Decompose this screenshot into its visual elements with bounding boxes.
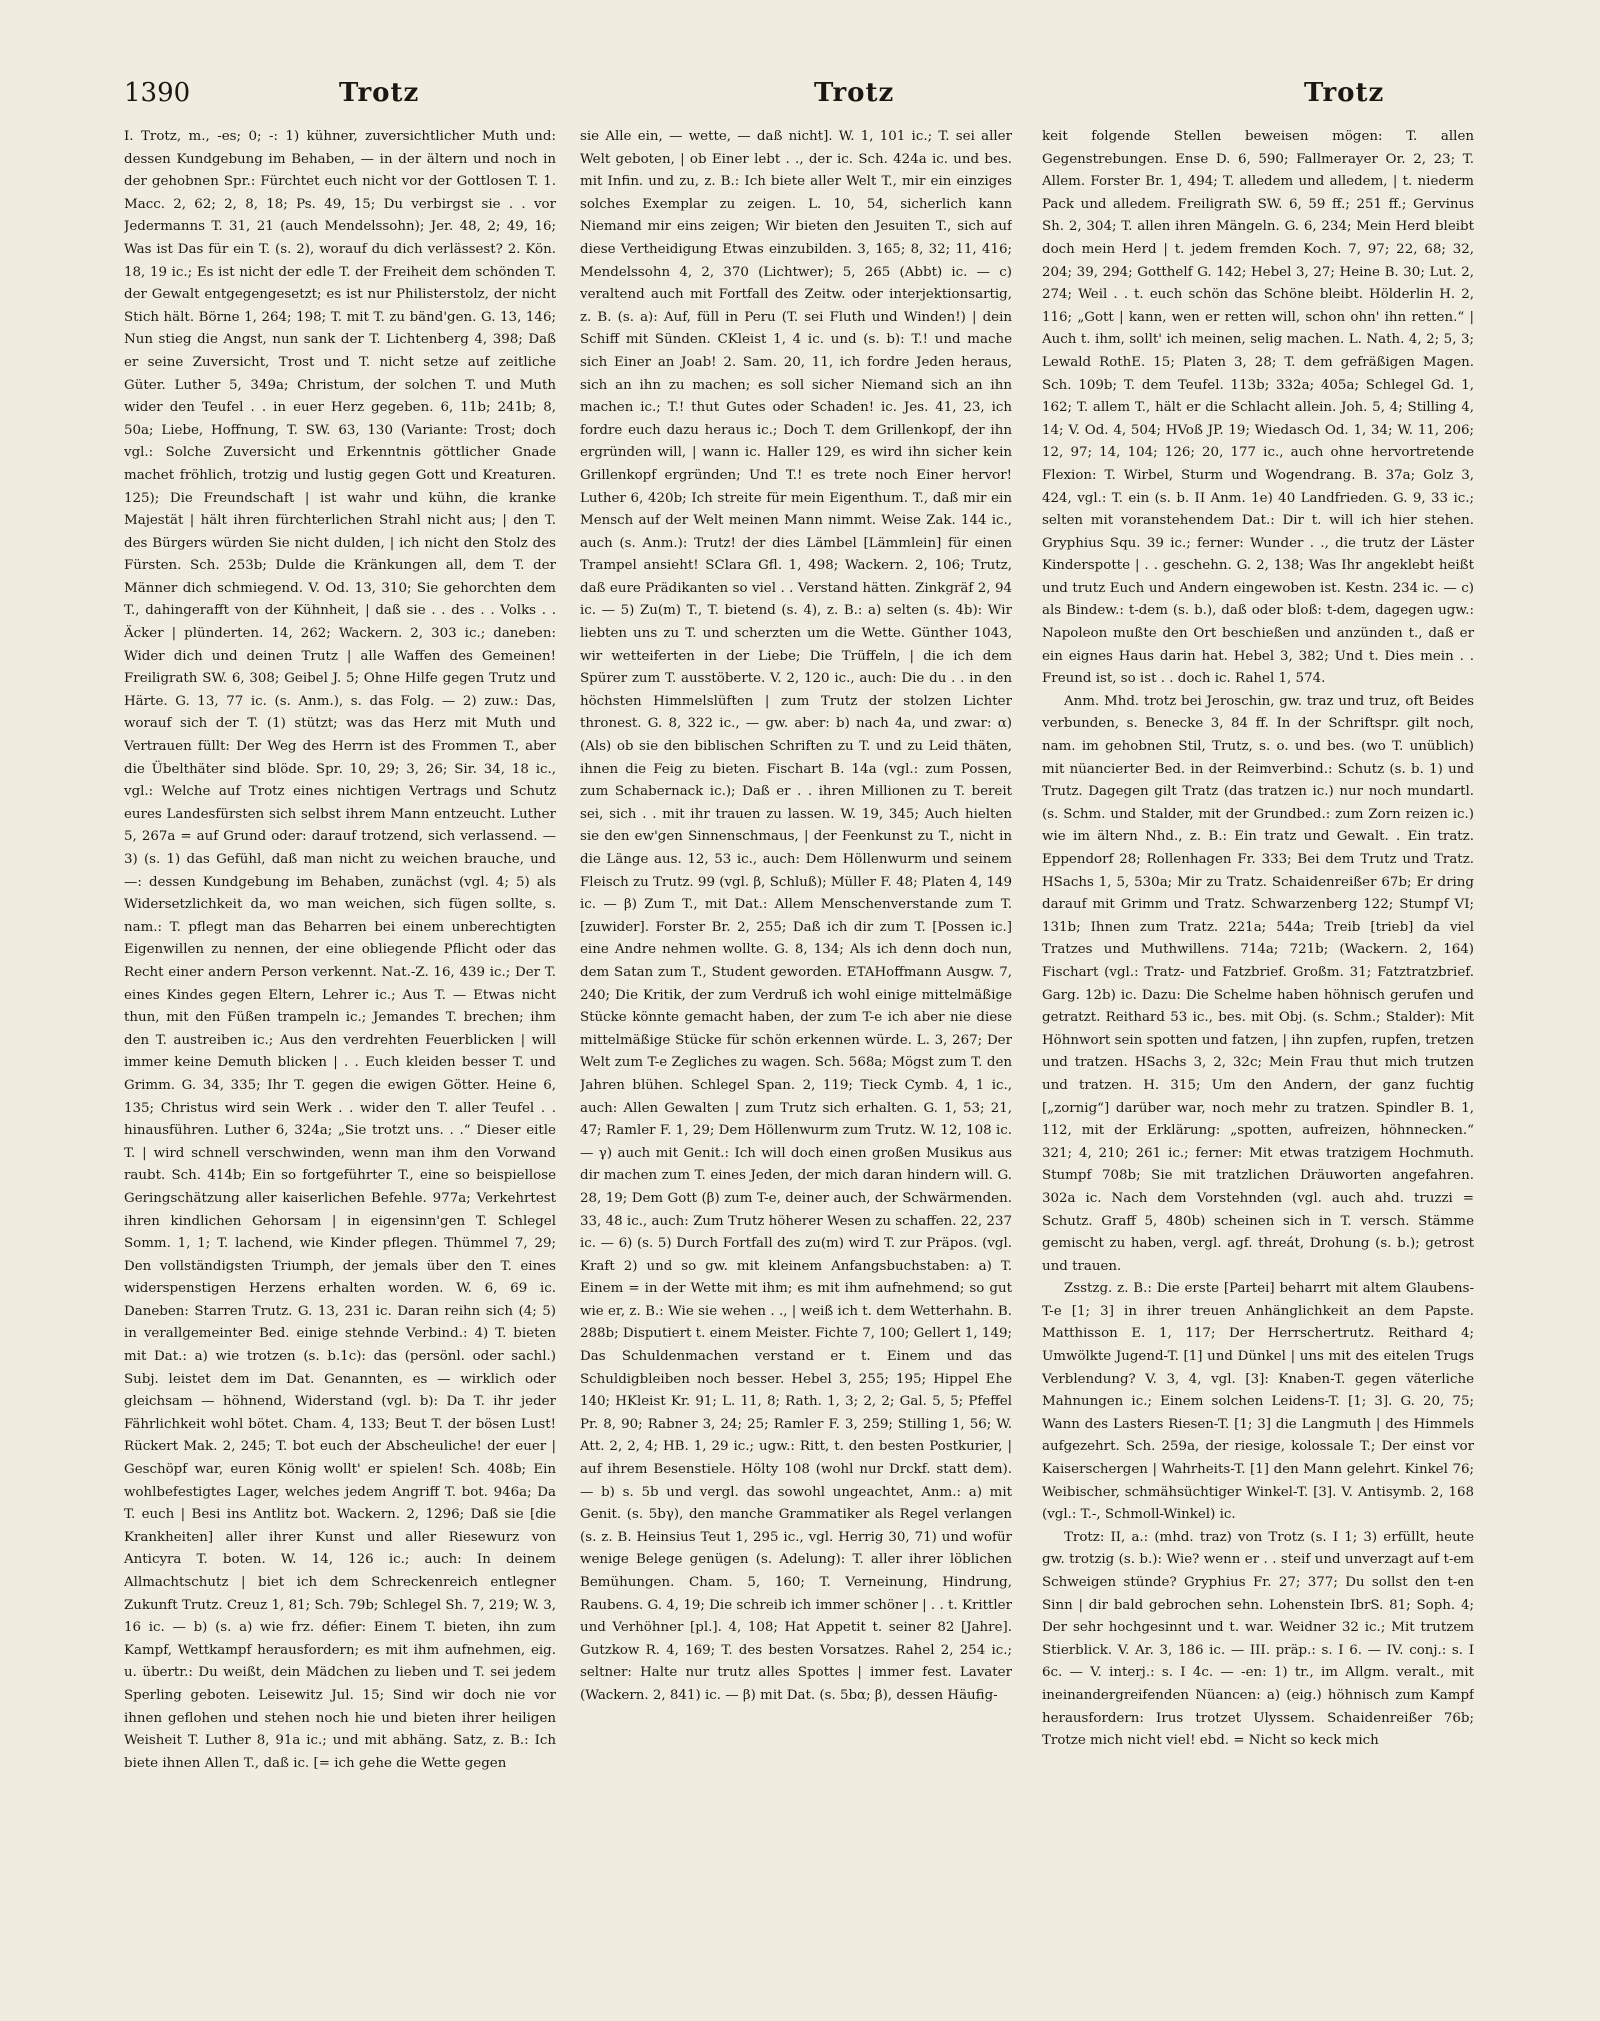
running-head-left: Trotz [339,78,420,108]
note-paragraph: Anm. Mhd. trotz bei Jeroschin, gw. traz und truz, oft Beides verbunden, s. Benecke 3, 84 ff. In der Schriftspr. gilt noch, nam. im gehobnen Stil, Trutz, s. o. und bes. (wo T. unüblich) mit nüancierter Bed. in der Reimverbind.: Schutz (s. b. 1) und Trutz. Dagegen gilt Tratz (das tratzen ic.) nur noch mundartl. (s. Schm. und Stalder, mit der Grundbed.: zum Zorn reizen ic.) wie im ältern Nhd., z. B.: Ein tratz und Gewalt. . Ein tratz. Eppendorf 28; Rollenhagen Fr. 333; Bei dem Trutz und Tratz. HSachs 1, 5, 530a; Mir zu Tratz. Schaidenreißer 67b; Er dring darauf mit Grimm und Tratz. Schwarzenberg 122; Stumpf VI; 131b; Ihnen zum Tratz. 221a; 544a; Treib [trieb] da viel Tratzes und Muthwillens. 714a; 721b; (Wackern. 2, 164) Fischart (vgl.: Tratz- und Fatzbrief. Großm. 31; Fatztratzbrief. Garg. 12b) ic. Dazu: Die Schelme haben höhnisch gerufen und getratzt. Reithard 53 ic., bes. mit Obj. (s. Schm.; Stalder): Mit Höhnwort sein spotten und fatzen, | ihn zupfen, rupfen, tretzen und tratzen. HSachs 3, 2, 32c; Mein Frau thut mich trutzen und tratzen. H. 315; Um den Andern, der ganz fuchtig [„zornig“] darüber war, noch mehr zu tratzen. Spindler B. 1, 112, mit der Erklärung: „spotten, aufreizen, höhnnecken.“ 321; 4, 210; 261 ic.; ferner: Mit etwas tratzigem Hochmuth. Stumpf 708b; Sie mit tratzlichen Dräuworten angefahren. 302a ic. Nach dem Vorstehnden (vgl. auch ahd. truzzi = Schutz. Graff 5, 480b) scheinen sich in T. versch. Stämme gemischt zu haben, vergl. agf. threát, Drohung (s. b.); getrost und trauen. [1042,693,1474,1274]
text-column-3 [1042,126,1474,2006]
compounds-paragraph: Zsstzg. z. B.: Die erste [Partei] beharrt mit altem Glaubens-T-e [1; 3] in ihrer treuen Anhänglichkeit an dem Papste. Matthisson E. 1, 117; Der Herrschertrutz. Reithard 4; Umwölkte Jugend-T. [1] und Dünkel | uns mit des eitelen Trugs Verblendung? V. 3, 4, vgl. [3]: Knaben-T. gegen väterliche Mahnungen ic.; Einem solchen Leidens-T. [1; 3]. G. 20, 75; Wann des Lasters Riesen-T. [1; 3] die Langmuth | des Himmels aufgezehrt. Sch. 259a, der riesige, kolossale T.; Der einst vor Kaiserschergen | Wahrheits-T. [1] den Mann gelehrt. Kinkel 76; Weibischer, schmähsüchtiger Winkel-T. [3]. V. Antisymb. 2, 168 (vgl.: T.-, Schmoll-Winkel) ic. [1042,1281,1474,1523]
entry-paragraph: I. Trotz, m., -es; 0; -: 1) kühner, zuversichtlicher Muth und: dessen Kundgebung im Behaben, — in der ältern und noch in der gehobnen Spr.: Fürchtet euch nicht vor der Gottlosen T. 1. Macc. 2, 62; 2, 8, 18; Ps. 49, 15; Du verbirgst sie . . vor Jedermanns T. 31, 21 (auch Mendelssohn); Jer. 48, 2; 49, 16; Was ist Das für ein T. (s. 2), worauf du dich verlässest? 2. Kön. 18, 19 ic.; Es ist nicht der edle T. der Freiheit dem schönden T. der Gewalt entgegengesetzt; es ist nur Philisterstolz, der nicht Stich hält. Börne 1, 264; 198; T. mit T. zu bänd'gen. G. 13, 146; Nun stieg die Angst, nun sank der T. Lichtenberg 4, 398; Daß er seine Zuversicht, Trost und T. nicht setze auf zeitliche Güter. Luther 5, 349a; Christum, der solchen T. und Muth wider den Teufel . . in euer Herz gegeben. 6, 11b; 241b; 8, 50a; Liebe, Hoffnung, T. SW. 63, 130 (Variante: Trost; doch vgl.: Solche Zuversicht und Erkenntnis göttlicher Gnade machet fröhlich, trotzig und lustig gegen Gott und Kreaturen. 125); Die Freundschaft | ist wahr und kühn, die kranke Majestät | hält ihren fürchterlichen Strahl nicht aus; | den T. des Bürgers würden Sie nicht dulden, | ich nicht den Stolz des Fürsten. Sch. 253b; Dulde die Kränkungen all, dem T. der Männer dich schmiegend. V. Od. 13, 310; Sie gehorchten dem T., dahingerafft von der Kühnheit, | daß sie . . des . . Volks . . Äcker | plünderten. 14, 262; Wackern. 2, 303 ic.; daneben: Wider dich und deinen Trutz | alle Waffen des Gemeinen! Freiligrath SW. 6, 308; Geibel J. 5; Ohne Hilfe gegen Trutz und Härte. G. 13, 77 ic. (s. Anm.), s. das Folg. — 2) zuw.: Das, worauf sich der T. (1) stützt; was das Herz mit Muth und Vertrauen füllt: Der Weg des Herrn ist des Frommen T., aber die Übelthäter sind blöde. Spr. 10, 29; 3, 26; Sir. 34, 18 ic., vgl.: Welche auf Trotz eines nichtigen Vertrags und Schutz eures Landesfürsten sich selbst ihrem Mann entzeucht. Luther 5, 267a = auf Grund oder: darauf trotzend, sich verlassend. — 3) (s. 1) das Gefühl, daß man nicht zu weichen brauche, und —: dessen Kundgebung im Behaben, zunächst (vgl. 4; 5) als Widersetzlichkeit da, wo man weichen, sich fügen sollte, s. nam.: T. pflegt man das Beharren bei einem unberechtigten Eigenwillen zu nennen, der eine obliegende Pflicht oder das Recht einer andern Person verkennt. Nat.-Z. 16, 439 ic.; Der T. eines Kindes gegen Eltern, Lehrer ic.; Aus T. — Etwas nicht thun, mit den Füßen trampeln ic.; Jemandes T. brechen; ihm den T. austreiben ic.; Aus den verdrehten Feuerblicken | will immer keine Demuth blicken | . . Euch kleiden besser T. und Grimm. G. 34, 335; Ihr T. gegen die ewigen Götter. Heine 6, 135; Christus wird sein Werk . . wider den T. aller Teufel . . hinausführen. Luther 6, 324a; „Sie trotzt uns. . .“ Dieser eitle T. | wird schnell verschwinden, wenn man ihm den Vorwand raubt. Sch. 414b; Ein so fortgeführter T., eine so beispiellose Geringschätzung aller kaiserlichen Befehle. 977a; Verkehrtest ihren kindlichen Gehorsam | in eigensinn'gen T. Schlegel Somm. 1, 1; T. lachend, wie Kinder pflegen. Thümmel 7, 29; Den vollständigsten Triumph, der jemals über den T. eines widerspenstigen Herzens erhalten worden. W. 6, 69 ic. Daneben: Starren Trutz. G. 13, 231 ic. Daran reihn sich (4; 5) in verallgemeinter Bed. einige stehnde Verbind.: 4) T. bieten mit Dat.: a) wie trotzen (s. b.1c): das (persönl. oder sachl.) Subj. leistet dem im Dat. Genannten, es — wirklich oder gleichsam — höhnend, Widerstand (vgl. b): Da T. ihr jeder Fährlichkeit wohl bötet. Cham. 4, 133; Beut T. der bösen Lust! Rückert Mak. 2, 245; T. bot euch der Abscheuliche! der euer | Geschöpf war, euren König wollt' er spielen! Sch. 408b; Ein wohlbefestigtes Lager, welches jedem Angriff T. bot. 946a; Da T. euch | Besi ins Antlitz bot. Wackern. 2, 1296; Daß sie [die Krankheiten] aller ihrer Kunst und aller Riesewurz von Anticyra T. boten. W. 14, 126 ic.; auch: In deinem Allmachtschutz | biet ich dem Schreckenreich entlegner Zukunft Trutz. Creuz 1, 81; Sch. 79b; Schlegel Sh. 7, 219; W. 3, 16 ic. — b) (s. a) wie frz. défier: Einem T. bieten, ihn zum Kampf, Wettkampf herausfordern; es mit ihm aufnehmen, eig. u. übertr.: Du weißt, dein Mädchen zu lieben und T. sei jedem Sperling geboten. Leisewitz Jul. 15; Sind wir doch nie vor ihnen geflohen und stehen noch hie und bieten ihrer heiligen Weisheit T. Luther 8, 91a ic.; und mit abhäng. Satz, z. B.: Ich biete ihnen Allen T., daß ic. [= ich gehe die Wette gegen [124,129,556,1771]
entry-paragraph: keit folgende Stellen beweisen mögen: T. allen Gegenstrebungen. Ense D. 6, 590; Fallmerayer Or. 2, 23; T. Allem. Forster Br. 1, 494; T. alledem und alledem, | t. niederm Pack und alledem. Freiligrath SW. 6, 59 ff.; 251 ff.; Gervinus Sh. 2, 304; T. allen ihren Mängeln. G. 6, 234; Mein Herd bleibt doch mein Herd | t. jedem fremden Koch. 7, 97; 22, 68; 32, 204; 39, 294; Gotthelf G. 142; Hebel 3, 27; Heine B. 30; Lut. 2, 274; Weil . . t. euch schön das Schöne bleibt. Hölderlin H. 2, 116; „Gott | kann, wen er retten will, schon ohn' ihn retten.“ | Auch t. ihm, sollt' ich meinen, selig machen. L. Nath. 4, 2; 5, 3; Lewald RothE. 15; Platen 3, 28; T. dem gefräßigen Magen. Sch. 109b; T. dem Teufel. 113b; 332a; 405a; Schlegel Gd. 1, 162; T. allem T., hält er die Schlacht allein. Joh. 5, 4; Stilling 4, 14; V. Od. 4, 504; HVoß JP. 19; Wiedasch Od. 1, 34; W. 11, 206; 12, 97; 14, 104; 126; 20, 177 ic., auch ohne hervortretende Flexion: T. Wirbel, Sturm und Wogendrang. B. 37a; Golz 3, 424, vgl.: T. ein (s. b. II Anm. 1e) 40 Landfrieden. G. 9, 33 ic.; selten mit voranstehendem Dat.: Dir t. will ich hier stehen. Gryphius Squ. 39 ic.; ferner: Wunder . ., die trutz der Läster Kinderspotte | . . geschehn. G. 2, 138; Was Ihr angeklebt heißt und trutz Euch und Andern eingewoben ist. Kestn. 234 ic. — c) als Bindew.: t-dem (s. b.), daß oder bloß: t-dem, dagegen ugw.: Napoleon mußte den Ort beschießen und anzünden t., daß er ein eignes Haus darin hat. Hebel 3, 382; Und t. Dies mein . . Freund ist, so ist . . doch ic. Rahel 1, 574. [1042,129,1474,687]
running-head-right: Trotz [1304,78,1385,108]
text-column-1 [124,126,556,2006]
entry-paragraph: sie Alle ein, — wette, — daß nicht]. W. 1, 101 ic.; T. sei aller Welt geboten, | ob Einer lebt . ., der ic. Sch. 424a ic. und bes. mit Infin. und zu, z. B.: Ich biete aller Welt T., mir ein einziges solches Exemplar zu zeigen. L. 10, 54, sicherlich kann Niemand mir eins zeigen; Wir bieten den Jesuiten T., sich auf diese Vertheidigung Etwas einzubilden. 3, 165; 8, 32; 11, 416; Mendelssohn 4, 2, 370 (Lichtwer); 5, 265 (Abbt) ic. — c) veraltend auch mit Fortfall des Zeitw. oder interjektionsartig, z. B. (s. a): Auf, füll in Peru (T. sei Fluth und Winden!) | dein Schiff mit Sünden. CKleist 1, 4 ic. und (s. b): T.! und mache sich Einer an Joab! 2. Sam. 20, 11, ich fordre Jeden heraus, sich an ihn zu machen; es soll sicher Niemand sich an ihn machen ic.; T.! thut Gutes oder Schaden! ic. Jes. 41, 23, ich fordre euch dazu heraus ic.; Doch T. dem Grillenkopf, der ihn ergründen will, | wann ic. Haller 129, es wird ihn sicher kein Grillenkopf ergründen; Und T.! es trete noch Einer hervor! Luther 6, 420b; Ich streite für mein Eigenthum. T., daß mir ein Mensch auf der Welt meinen Mann nimmt. Weise Zak. 144 ic., auch (s. Anm.): Trutz! der dies Lämbel [Lämmlein] für einen Trampel ansieht! SClara Gfl. 1, 498; Wackern. 2, 106; Trutz, daß eure Prädikanten so viel . . Verstand hätten. Zinkgräf 2, 94 ic. — 5) Zu(m) T., T. bietend (s. 4), z. B.: a) selten (s. 4b): Wir liebten uns zu T. und scherzten um die Wette. Günther 1043, wir wetteiferten in der Liebe; Die Trüffeln, | die ich dem Spürer zum T. ausstöberte. V. 2, 120 ic., auch: Die du . . in den höchsten Himmelslüften | zum Trutz der stolzen Lichter thronest. G. 8, 322 ic., — gw. aber: b) nach 4a, und zwar: α) (Als) ob sie den biblischen Schriften zu T. und zu Leid thäten, ihnen die Feig zu bieten. Fischart B. 14a (vgl.: zum Possen, zum Schabernack ic.); Daß er . . ihren Millionen zu T. bereit sei, sich . . mit ihr trauen zu lassen. W. 19, 345; Auch hielten sie den ew'gen Sinnenschmaus, | der Feenkunst zu T., nicht in die Länge aus. 12, 53 ic., auch: Dem Höllenwurm und seinem Fleisch zu Trutz. 99 (vgl. β, Schluß); Müller F. 48; Platen 4, 149 ic. — β) Zum T., mit Dat.: Allem Menschenverstande zum T. [zuwider]. Forster Br. 2, 255; Daß ich dir zum T. [Possen ic.] eine Andre nehmen wollte. G. 8, 134; Als ich denn doch nun, dem Satan zum T., Student geworden. ETAHoffmann Ausgw. 7, 240; Die Kritik, der zum Verdruß ich wohl einige mittelmäßige Stücke könnte gemacht haben, der zum T-e ich aber nie diese mittelmäßige Stücke für schön erkennen würde. L. 3, 267; Der Welt zum T-e Zegliches zu wagen. Sch. 568a; Mögst zum T. den Jahren blühen. Schlegel Span. 2, 119; Tieck Cymb. 4, 1 ic., auch: Allen Gewalten | zum Trutz sich erhalten. G. 1, 53; 21, 47; Ramler F. 1, 29; Dem Höllenwurm zum Trutz. W. 12, 108 ic. — γ) auch mit Genit.: Ich will doch einen großen Musikus aus dir machen zum T. eines Jeden, der mich daran hindern will. G. 28, 19; Dem Gott (β) zum T-e, deiner auch, der Schwärmenden. 33, 48 ic., auch: Zum Trutz höherer Wesen zu schaffen. 22, 237 ic. — 6) (s. 5) Durch Fortfall des zu(m) wird T. zur Präpos. (vgl. Kraft 2) und so gw. mit kleinem Anfangsbuchstaben: a) T. Einem = in der Wette mit ihm; es mit ihm aufnehmend; so gut wie er, z. B.: Wie sie wehen . ., | weiß ich t. dem Wetterhahn. B. 288b; Disputiert t. einem Meister. Fichte 7, 100; Gellert 1, 149; Das Schuldenmachen verstand er t. Einem und das Schuldigbleiben noch besser. Hebel 3, 255; 195; Hippel Ehe 140; HKleist Kr. 91; L. 11, 8; Rath. 1, 3; 2, 2; Gal. 5, 5; Pfeffel Pr. 8, 90; Rabner 3, 24; 25; Ramler F. 3, 259; Stilling 1, 56; W. Att. 2, 2, 4; HB. 1, 29 ic.; ugw.: Ritt, t. den besten Postkurier, | auf ihrem Besenstiele. Hölty 108 (wohl nur Drckf. statt dem). — b) s. 5b und vergl. das sowohl ungeachtet, Anm.: a) mit Genit. (s. 5bγ), den manche Grammatiker als Regel verlangen (s. z. B. Heinsius Teut 1, 295 ic., vgl. Herrig 30, 71) und wofür wenige Belege genügen (s. Adelung): T. aller ihrer löblichen Bemühungen. Cham. 5, 160; T. Verneinung, Hindrung, Raubens. G. 4, 19; Die schreib ich immer schöner | . . t. Krittler und Verhöhner [pl.]. 4, 108; Hat Appetit t. seiner 82 [Jahre]. Gutzkow R. 4, 169; T. des besten Vorsatzes. Rahel 2, 254 ic.; seltner: Halte nur trutz alles Spottes | immer fest. Lavater (Wackern. 2, 841) ic. — β) mit Dat. (s. 5bα; β), dessen Häufig- [580,129,1012,1703]
page-number: 1390 [124,78,191,108]
running-head-center: Trotz [814,78,895,108]
page-header [124,74,1484,114]
entry-paragraph: Trotz: II, a.: (mhd. traz) von Trotz (s. I 1; 3) erfüllt, heute gw. trotzig (s. b.): Wie? wenn er . . steif und unverzagt auf t-em Schweigen stünde? Gryphius Fr. 27; 377; Du sollst den t-en Sinn | dir bald gebrochen sehn. Lohenstein IbrS. 81; Soph. 4; Der sehr hochgesinnt und t. war. Weidner 32 ic.; Mit trutzem Stierblick. V. Ar. 3, 186 ic. — III. präp.: s. I 6. — IV. conj.: s. I 6c. — V. interj.: s. I 4c. — -en: 1) tr., im Allgm. veralt., mit ineinandergreifenden Nüancen: a) (eig.) höhnisch zum Kampf herausfordern: Irus trotzet Ulyssem. Schaidenreißer 76b; Trotze mich nicht viel! ebd. = Nicht so keck mich [1042,1529,1474,1749]
text-column-2 [580,126,1012,2006]
